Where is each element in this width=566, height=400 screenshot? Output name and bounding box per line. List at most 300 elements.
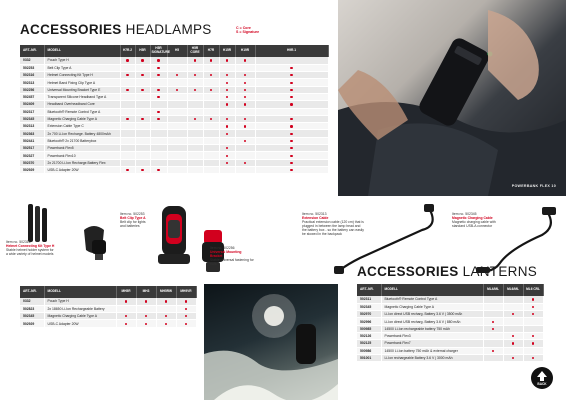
compatibility-cell xyxy=(167,145,187,152)
compatible-dot-icon xyxy=(226,74,228,76)
compatibility-cell xyxy=(167,86,187,93)
compatibility-cell xyxy=(167,101,187,108)
compatible-dot-icon xyxy=(532,342,534,344)
compatibility-cell xyxy=(150,57,167,64)
article-number: 502929 xyxy=(20,166,44,173)
compatibility-cell xyxy=(219,137,235,144)
compatibility-cell xyxy=(255,101,328,108)
compatible-dot-icon xyxy=(290,82,292,84)
compatibility-cell xyxy=(219,152,235,159)
compatibility-cell xyxy=(167,79,187,86)
compatibility-cell xyxy=(120,159,135,166)
lanterns-title-bold: ACCESSORIES xyxy=(357,264,459,279)
mounting-bracket-id: Item no. 502256 xyxy=(210,246,235,250)
compatibility-cell xyxy=(483,311,503,318)
compatible-dot-icon xyxy=(244,96,246,98)
compatibility-cell xyxy=(187,86,203,93)
table-row xyxy=(20,93,328,100)
compatible-dot-icon xyxy=(126,74,128,76)
compatibility-cell xyxy=(483,303,503,310)
compatible-dot-icon xyxy=(176,89,178,91)
compatible-dot-icon xyxy=(532,335,534,337)
compatibility-cell xyxy=(135,101,150,108)
compatibility-cell xyxy=(120,137,135,144)
compatible-dot-icon xyxy=(157,89,159,91)
compatible-dot-icon xyxy=(290,155,292,157)
compatibility-cell xyxy=(503,296,523,303)
compatibility-cell xyxy=(483,354,503,361)
compatibility-cell xyxy=(150,72,167,79)
compatibility-cell xyxy=(187,101,203,108)
compatible-dot-icon xyxy=(226,82,228,84)
compatibility-cell xyxy=(255,123,328,130)
compatible-dot-icon xyxy=(244,74,246,76)
compatible-dot-icon xyxy=(492,321,494,323)
compatibility-cell xyxy=(203,86,219,93)
compatible-dot-icon xyxy=(512,335,514,337)
compatibility-cell xyxy=(135,79,150,86)
table-row xyxy=(20,313,196,320)
article-number: 502253 xyxy=(20,64,44,71)
compatibility-cell xyxy=(219,57,235,64)
compatible-dot-icon xyxy=(244,162,246,164)
column-header: H7R.2 xyxy=(120,45,135,57)
compatible-dot-icon xyxy=(210,59,212,61)
belt-clip-image xyxy=(148,202,198,272)
model-name: Helmet Connecting Kit Type H xyxy=(44,72,120,79)
compatibility-cell xyxy=(203,57,219,64)
headlamps-title xyxy=(20,22,212,37)
column-header: MODELL xyxy=(381,284,483,296)
compatibility-cell xyxy=(120,166,135,173)
compatibility-cell xyxy=(120,123,135,130)
compatibility-cell xyxy=(187,130,203,137)
compatibility-cell xyxy=(187,166,203,173)
compatibility-cell xyxy=(150,145,167,152)
compatible-dot-icon xyxy=(290,133,292,135)
compatibility-cell xyxy=(483,332,503,339)
compatible-dot-icon xyxy=(210,89,212,91)
compatible-dot-icon xyxy=(185,300,187,302)
mounting-bracket-desc: Stable universal fastening for rods xyxy=(210,258,254,267)
headlamps-title-bold: ACCESSORIES xyxy=(20,22,122,37)
compatibility-cell xyxy=(255,166,328,173)
article-number: 502345 xyxy=(20,313,44,320)
compatibility-cell xyxy=(120,72,135,79)
compatibility-cell xyxy=(150,159,167,166)
model-name: Universal Mounting Bracket Type E xyxy=(44,86,120,93)
model-name: Magnetic Charging Cable Type A xyxy=(44,115,120,122)
compatible-dot-icon xyxy=(492,328,494,330)
compatibility-cell xyxy=(120,145,135,152)
compatibility-cell xyxy=(219,101,235,108)
mounting-bracket-name: Universal Mounting Bracket xyxy=(210,250,242,259)
compatibility-cell xyxy=(255,108,328,115)
powerbank-caption: POWERBANK FLEX 10 xyxy=(511,184,556,188)
table-row xyxy=(20,166,328,173)
column-header: H5R SIGNATURE xyxy=(150,45,167,57)
compatibility-cell xyxy=(203,137,219,144)
compatibility-cell xyxy=(150,130,167,137)
column-header: ART.-NR. xyxy=(20,45,44,57)
extension-cable-name: Extension Cable xyxy=(302,216,329,221)
compatibility-cell xyxy=(150,101,167,108)
table-row xyxy=(20,130,328,137)
compatibility-cell xyxy=(235,64,255,71)
compatibility-cell xyxy=(120,86,135,93)
compatibility-cell xyxy=(187,79,203,86)
compatibility-cell xyxy=(219,130,235,137)
compatibility-cell xyxy=(136,320,156,327)
helmet-kit-desc: Stable helmet holder system for a wide variety of helmet models xyxy=(6,248,54,257)
compatibility-cell xyxy=(150,115,167,122)
compatibility-cell xyxy=(187,145,203,152)
compatibility-cell xyxy=(167,115,187,122)
compatibility-cell xyxy=(503,318,523,325)
extension-cable-callout xyxy=(302,212,364,237)
article-number: 502345 xyxy=(20,115,44,122)
column-header: ML4/ML xyxy=(483,284,503,296)
back-button[interactable] xyxy=(531,367,553,389)
compatibility-cell xyxy=(167,130,187,137)
legend-core: C = Core xyxy=(236,26,251,30)
table-row xyxy=(20,305,196,312)
compatible-dot-icon xyxy=(226,118,228,120)
compatible-dot-icon xyxy=(532,313,534,315)
model-name: Headband Overheadband Core xyxy=(44,101,120,108)
belt-clip-callout xyxy=(120,212,150,228)
compatibility-cell xyxy=(523,354,543,361)
compatibility-cell xyxy=(116,305,136,312)
compatibility-cell xyxy=(255,152,328,159)
compatibility-cell xyxy=(136,313,156,320)
compatible-dot-icon xyxy=(145,315,147,317)
model-name: Bluetooth® 2x 21700 Batterybox xyxy=(44,137,120,144)
compatibility-cell xyxy=(219,145,235,152)
compatibility-cell xyxy=(135,145,150,152)
column-header: H5R xyxy=(135,45,150,57)
article-number: 502970 xyxy=(357,311,381,318)
compatibility-cell xyxy=(523,325,543,332)
compatibility-cell xyxy=(255,115,328,122)
compatible-dot-icon xyxy=(290,162,292,164)
compatibility-cell xyxy=(203,79,219,86)
compatibility-cell xyxy=(150,137,167,144)
column-header: MODELL xyxy=(44,286,116,298)
compatibility-cell xyxy=(167,93,187,100)
table-row xyxy=(20,108,328,115)
model-name: Transparent Silicone Headband Type A xyxy=(44,93,120,100)
compatible-dot-icon xyxy=(185,315,187,317)
compatibility-cell xyxy=(203,145,219,152)
compatibility-cell xyxy=(255,137,328,144)
compatibility-cell xyxy=(219,93,235,100)
compatible-dot-icon xyxy=(185,308,187,310)
compatibility-cell xyxy=(483,325,503,332)
article-number: 500986 xyxy=(357,347,381,354)
model-name: Li-Ion direct USB recharg. Battery 3.6 V | 880 mAh xyxy=(381,318,483,325)
compatible-dot-icon xyxy=(226,155,228,157)
compatible-dot-icon xyxy=(532,306,534,308)
compatibility-cell xyxy=(167,72,187,79)
compatibility-cell xyxy=(255,72,328,79)
compatibility-cell xyxy=(219,123,235,130)
compatibility-cell xyxy=(523,303,543,310)
model-name: Extension Cable Type C xyxy=(44,123,120,130)
compatibility-cell xyxy=(167,166,187,173)
compatible-dot-icon xyxy=(157,118,159,120)
table-row xyxy=(357,325,543,332)
table-row xyxy=(20,79,328,86)
article-number: 500985 xyxy=(357,325,381,332)
compatibility-cell xyxy=(219,108,235,115)
model-name: USB-C Adapter 20W xyxy=(44,320,116,327)
compatible-dot-icon xyxy=(532,357,534,359)
compatible-dot-icon xyxy=(157,111,159,113)
compatibility-cell xyxy=(135,108,150,115)
compatibility-cell xyxy=(235,152,255,159)
compatibility-cell xyxy=(135,130,150,137)
model-name: Magnetic Charging Cable Type A xyxy=(381,303,483,310)
table-row xyxy=(20,159,328,166)
compatibility-cell xyxy=(187,72,203,79)
article-number: 502256 xyxy=(20,86,44,93)
compatibility-cell xyxy=(120,79,135,86)
compatibility-cell xyxy=(235,145,255,152)
compatible-dot-icon xyxy=(165,300,167,302)
compatibility-cell xyxy=(187,137,203,144)
compatible-dot-icon xyxy=(290,118,292,120)
compatibility-cell xyxy=(203,93,219,100)
powerbank-photo xyxy=(338,0,566,196)
compatible-dot-icon xyxy=(157,96,159,98)
compatibility-cell xyxy=(116,320,136,327)
compatible-dot-icon xyxy=(226,89,228,91)
compatibility-cell xyxy=(235,123,255,130)
column-header: MODELL xyxy=(44,45,120,57)
compatibility-cell xyxy=(203,130,219,137)
compatibility-cell xyxy=(167,64,187,71)
compatible-dot-icon xyxy=(512,313,514,315)
compatible-dot-icon xyxy=(141,59,143,61)
compatibility-cell xyxy=(503,303,523,310)
article-number: 502457 xyxy=(20,93,44,100)
compatibility-cell xyxy=(167,57,187,64)
compatible-dot-icon xyxy=(126,118,128,120)
article-number: 502363 xyxy=(20,130,44,137)
compatibility-cell xyxy=(235,101,255,108)
compatibility-cell xyxy=(235,137,255,144)
compatibility-cell xyxy=(523,340,543,347)
model-name: 2x 18650 Li-Ion Rechargeable Battery xyxy=(44,305,116,312)
compatible-dot-icon xyxy=(165,315,167,317)
article-number: 502316 xyxy=(20,72,44,79)
table-row xyxy=(357,354,543,361)
article-number: 502517 xyxy=(20,145,44,152)
compatible-dot-icon xyxy=(165,323,167,325)
column-header: MH3 xyxy=(136,286,156,298)
compatibility-cell xyxy=(503,332,523,339)
compatible-dot-icon xyxy=(512,342,514,344)
compatibility-cell xyxy=(523,332,543,339)
table-row xyxy=(20,86,328,93)
compatibility-cell xyxy=(135,152,150,159)
compatibility-cell xyxy=(135,64,150,71)
article-number: 502409 xyxy=(20,101,44,108)
article-number: 502313 xyxy=(20,79,44,86)
compatibility-cell xyxy=(120,57,135,64)
compatibility-cell xyxy=(235,130,255,137)
compatibility-cell xyxy=(150,86,167,93)
compatibility-cell xyxy=(135,72,150,79)
compatibility-cell xyxy=(483,340,503,347)
table-row xyxy=(20,137,328,144)
compatibility-cell xyxy=(483,318,503,325)
compatibility-cell xyxy=(219,64,235,71)
article-number: 502996 xyxy=(357,318,381,325)
compatibility-cell xyxy=(503,340,523,347)
compatible-dot-icon xyxy=(157,169,159,171)
compatibility-cell xyxy=(523,296,543,303)
belt-clip-id: Item no. 502253 xyxy=(120,212,145,216)
table-row xyxy=(20,123,328,130)
article-number: 502823 xyxy=(20,305,44,312)
compatibility-cell xyxy=(136,305,156,312)
compatibility-cell xyxy=(187,159,203,166)
compatibility-cell xyxy=(219,72,235,79)
belt-clip-name: Belt Clip Type A xyxy=(120,216,146,221)
compatibility-cell xyxy=(203,159,219,166)
compatible-dot-icon xyxy=(290,74,292,76)
compatibility-cell xyxy=(167,123,187,130)
compatibility-cell xyxy=(167,152,187,159)
article-number: 502441 xyxy=(20,137,44,144)
article-number: 502311 xyxy=(357,296,381,303)
magnetic-cable-name: Magnetic Charging Cable xyxy=(452,216,493,221)
compatibility-cell xyxy=(135,57,150,64)
mh-accessory-table xyxy=(20,286,197,328)
column-header: H9R.1 xyxy=(255,45,328,57)
compatibility-cell xyxy=(235,93,255,100)
compatibility-cell xyxy=(150,79,167,86)
model-name: 2x 700 Li-Ion Recharge. Battery 4800mAh xyxy=(44,130,120,137)
compatible-dot-icon xyxy=(157,59,159,61)
belt-clip-desc: Belt clip for lights and batteries xyxy=(120,220,146,229)
extension-cable-id: Item no. 502313 xyxy=(302,212,327,216)
headlamps-accessory-table xyxy=(20,45,329,174)
compatibility-cell xyxy=(203,72,219,79)
article-number: 502929 xyxy=(20,320,44,327)
compatible-dot-icon xyxy=(512,357,514,359)
model-name: Powerbank Flex7 xyxy=(381,340,483,347)
compatibility-cell xyxy=(219,159,235,166)
compatibility-cell xyxy=(235,166,255,173)
compatibility-cell xyxy=(523,311,543,318)
compatibility-cell xyxy=(219,79,235,86)
compatibility-cell xyxy=(135,166,150,173)
compatibility-cell xyxy=(187,64,203,71)
legend xyxy=(236,26,259,35)
helmet-kit-name: Helmet Connecting Kit Type H xyxy=(6,244,55,249)
compatibility-cell xyxy=(187,152,203,159)
model-name: Bluetooth® Remote Control Type A xyxy=(44,108,120,115)
article-number: 502126 xyxy=(357,332,381,339)
model-name: Pouch Type H xyxy=(44,298,116,305)
compatibility-cell xyxy=(503,347,523,354)
compatibility-cell xyxy=(116,298,136,305)
column-header: ART.-NR. xyxy=(20,286,44,298)
compatibility-cell xyxy=(503,325,523,332)
lanterns-title-light: LANTERNS xyxy=(462,264,538,279)
compatibility-cell xyxy=(150,152,167,159)
compatible-dot-icon xyxy=(145,300,147,302)
compatible-dot-icon xyxy=(125,323,127,325)
powerbank-graphic xyxy=(338,0,566,196)
model-name: 2x 21700 Li-Ion Recharge.Battery Flex xyxy=(44,159,120,166)
compatibility-cell xyxy=(203,101,219,108)
compatible-dot-icon xyxy=(244,103,246,105)
model-name: Li-Ion direct USB recharg. Battery 3.6 V | 3500 mAh xyxy=(381,311,483,318)
table-row xyxy=(20,152,328,159)
compatibility-cell xyxy=(483,296,503,303)
compatible-dot-icon xyxy=(125,300,127,302)
compatibility-cell xyxy=(135,86,150,93)
compatibility-cell xyxy=(503,311,523,318)
table-row xyxy=(357,332,543,339)
compatible-dot-icon xyxy=(185,323,187,325)
helmet-kit-image xyxy=(22,200,117,275)
compatible-dot-icon xyxy=(244,82,246,84)
compatibility-cell xyxy=(150,93,167,100)
column-header: MH9VR xyxy=(176,286,196,298)
compatible-dot-icon xyxy=(492,350,494,352)
compatibility-cell xyxy=(523,318,543,325)
compatibility-cell xyxy=(167,108,187,115)
article-number: 502345 xyxy=(357,303,381,310)
legend-signature: S = Signature xyxy=(236,30,260,35)
compatibility-cell xyxy=(120,64,135,71)
compatible-dot-icon xyxy=(157,67,159,69)
column-header: ART.-NR. xyxy=(357,284,381,296)
compatibility-cell xyxy=(255,57,328,64)
compatibility-cell xyxy=(156,298,176,305)
model-name: 14500 Li-Ion battery 750 mAh & external charger xyxy=(381,347,483,354)
compatibility-cell xyxy=(203,123,219,130)
table-row xyxy=(20,145,328,152)
article-number: 0332 xyxy=(20,57,44,64)
compatible-dot-icon xyxy=(226,133,228,135)
compatibility-cell xyxy=(235,57,255,64)
article-number: 502317 xyxy=(20,108,44,115)
compatibility-cell xyxy=(150,123,167,130)
compatibility-cell xyxy=(156,320,176,327)
extension-cable-desc: Practical extension cable (120 cm) that is plugged in between the lamp head and the battery box - so the battery can easily be stowed in the backpack xyxy=(302,220,365,237)
model-name: Powerbank Flex5 xyxy=(44,145,120,152)
compatibility-cell xyxy=(135,93,150,100)
table-row xyxy=(357,303,543,310)
compatible-dot-icon xyxy=(532,298,534,300)
column-header: ML6 CRL xyxy=(523,284,543,296)
model-name: Li-Ion rechargeable Battery 3.6 V | 3000 mAh xyxy=(381,354,483,361)
table-row xyxy=(357,311,543,318)
compatible-dot-icon xyxy=(210,118,212,120)
compatibility-cell xyxy=(120,152,135,159)
model-name: USB-C Adapter 20W xyxy=(44,166,120,173)
compatibility-cell xyxy=(167,137,187,144)
compatibility-cell xyxy=(156,313,176,320)
compatibility-cell xyxy=(503,354,523,361)
compatibility-cell xyxy=(167,159,187,166)
